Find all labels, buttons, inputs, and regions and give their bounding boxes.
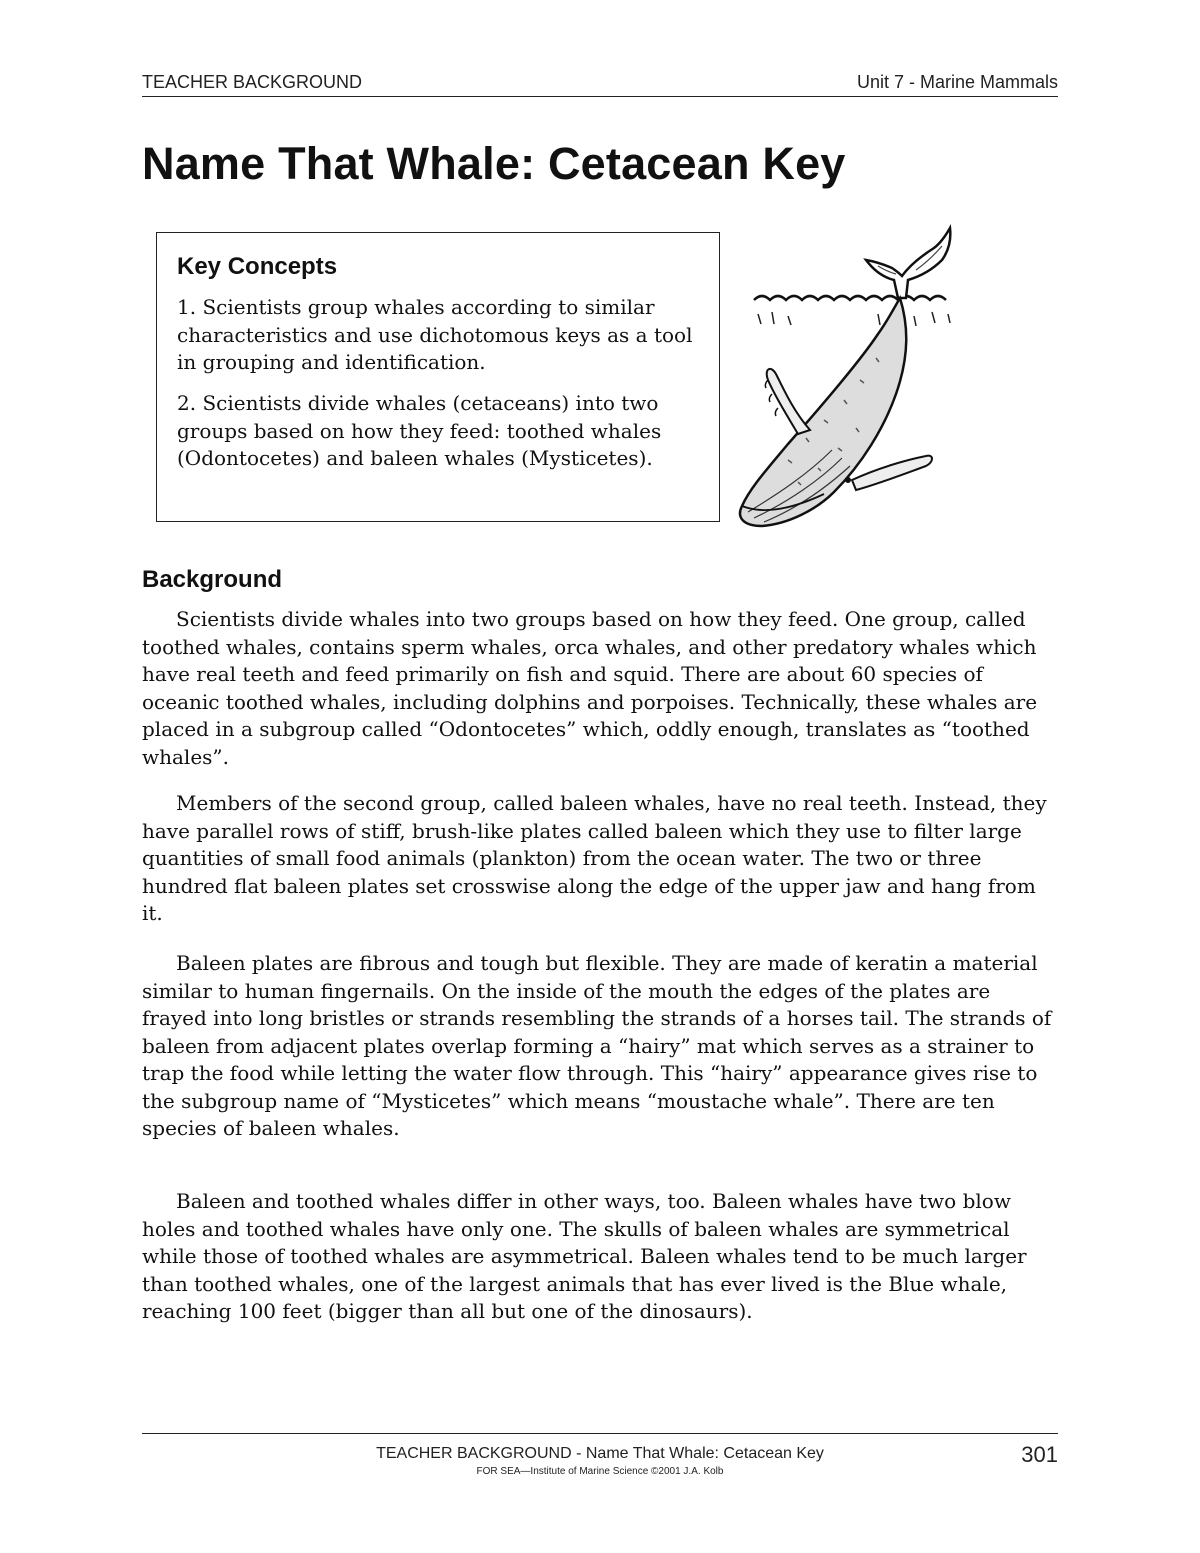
header-unit-label: Unit 7 - Marine Mammals [856,72,1058,92]
footer-title: TEACHER BACKGROUND - Name That Whale: Cetacean Key [376,1445,824,1462]
background-paragraph: Baleen and toothed whales differ in other ways, too. Baleen whales have two blow holes and toothed whales have only one. The skulls of baleen whales are symmetrical while those of toothed whales are asymmetrical. Baleen whales tend to be much larger than toothed whales, one of the largest animals that has ever lived is the Blue whale, reaching 100 feet (bigger than all but one of the dinosaurs). [142,1189,1027,1323]
page-number: 301 [1021,1442,1058,1467]
background-paragraph: Baleen plates are fibrous and tough but flexible. They are made of keratin a material similar to human fingernails. On the inside of the mouth the edges of the plates are frayed into long bristles or strands resembling the strands of a horses tail. The strands of baleen from adjacent plates overlap forming a “hairy” mat which serves as a strainer to trap the food while letting the water flow through. This “hairy” appearance gives rise to the subgroup name of “Mysticetes” which means “moustache whale”. There are ten species of baleen whales. [142,951,1052,1140]
running-header [142,70,1058,97]
page-title: Name That Whale: Cetacean Key [142,138,846,189]
background-heading: Background [142,566,283,593]
key-concept-item: 1. Scientists group whales according to similar characteristics and use dichotomous keys as a tool in grouping and identification. [177,295,693,374]
background-paragraph: Scientists divide whales into two groups based on how they feed. One group, called toothed whales, contains sperm whales, orca whales, and other predatory whales which have real teeth and feed primarily on fish and squid. There are about 60 species of oceanic toothed whales, including dolphins and porpoises. Technically, these whales are placed in a subgroup called “Odontocetes” which, oddly enough, translates as “toothed whales”. [142,607,1038,769]
key-concept-item: 2. Scientists divide whales (cetaceans) into two groups based on how they feed: toothed whales (Odontocetes) and baleen whales (Mysticetes). [177,391,662,470]
footer-credit: FOR SEA—Institute of Marine Science ©2001 J.A. Kolb [476,1466,724,1477]
background-paragraph: Members of the second group, called baleen whales, have no real teeth. Instead, they have parallel rows of stiff, brush-like plates called baleen which they use to filter large quantities of small food animals (plankton) from the ocean water. The two or three hundred flat baleen plates set crosswise along the edge of the upper jaw and hang from it. [142,791,1047,925]
footer-divider [142,1433,1058,1434]
header-section-label: TEACHER BACKGROUND [142,72,363,92]
humpback-whale-icon [728,224,964,536]
key-concepts-heading: Key Concepts [177,253,338,280]
key-concepts-box [156,232,720,522]
